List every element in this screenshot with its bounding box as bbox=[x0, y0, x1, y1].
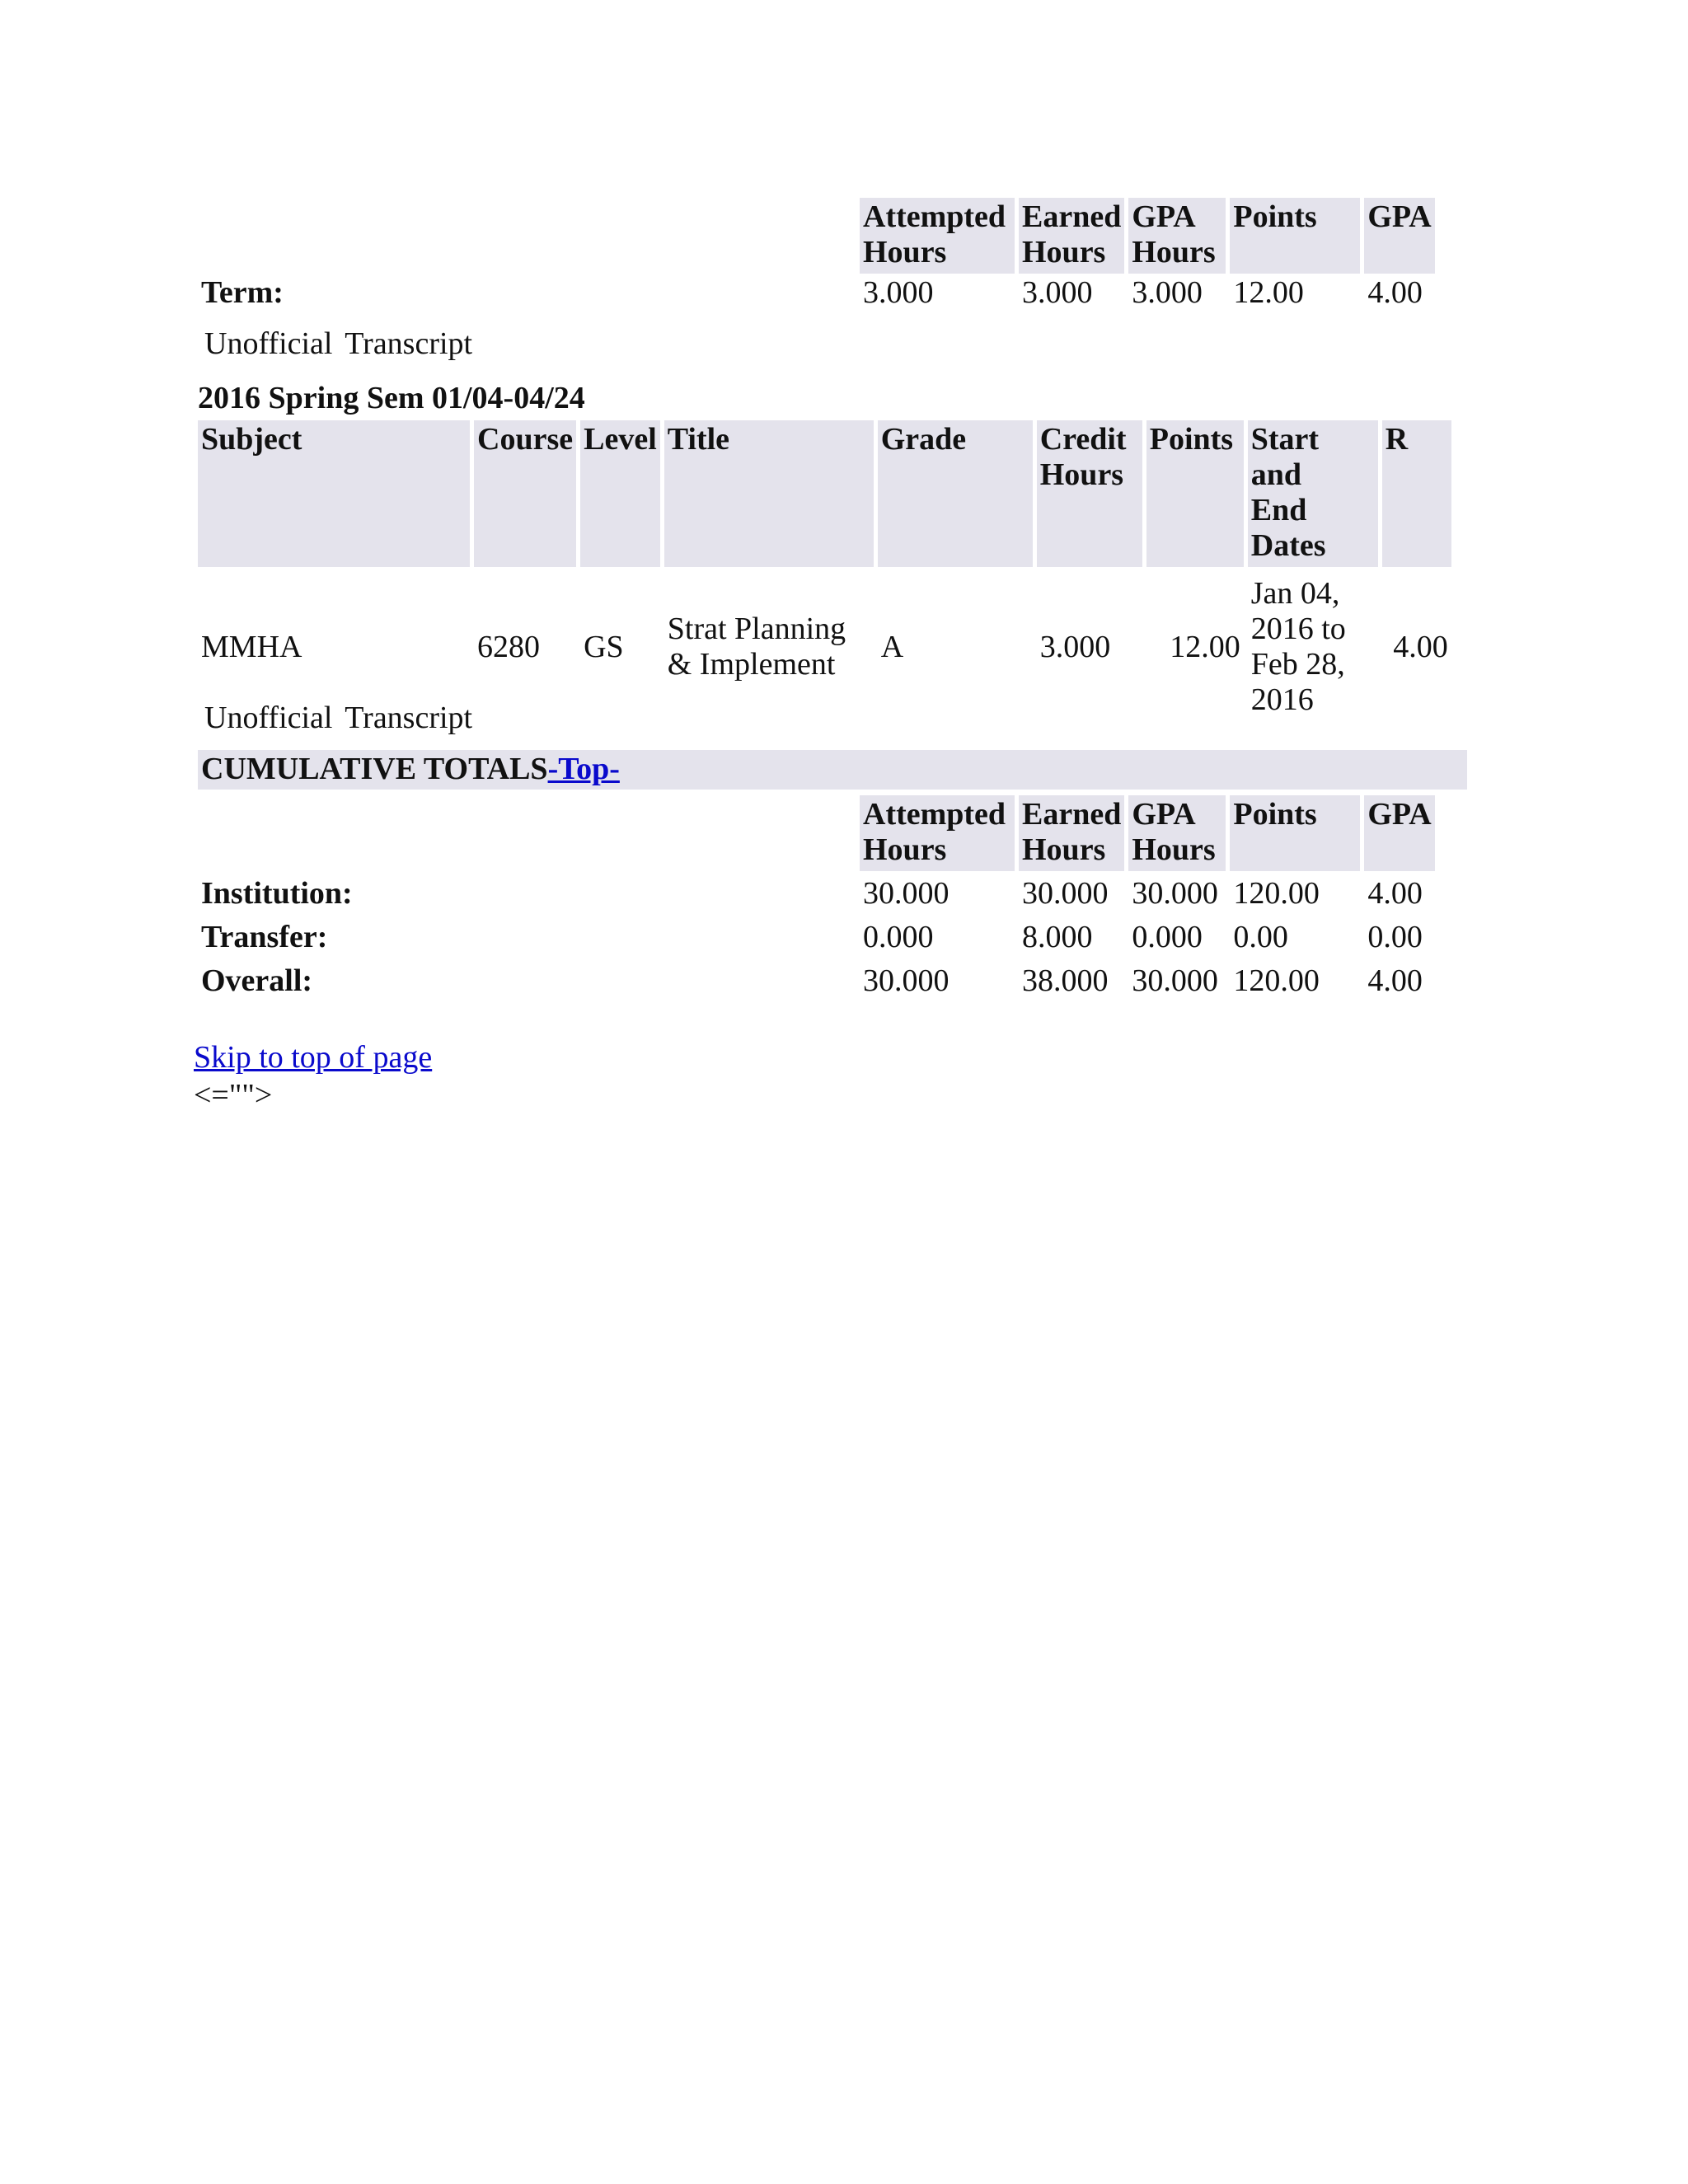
header-earned-line1: Earned bbox=[1022, 199, 1122, 234]
cum-row-points: 120.00 bbox=[1233, 963, 1320, 998]
course-dates-line4: 2016 bbox=[1250, 682, 1314, 717]
cumulative-table bbox=[194, 795, 1439, 1002]
header-title: Title bbox=[664, 420, 874, 567]
cum-row-earned: 8.000 bbox=[1022, 920, 1093, 954]
header-credit-hours bbox=[1037, 420, 1142, 567]
cum-row-gpa: 4.00 bbox=[1367, 876, 1423, 911]
term-gpa-hours: 3.000 bbox=[1132, 275, 1203, 310]
header-gpa: GPA bbox=[1364, 198, 1434, 274]
header-r: R bbox=[1382, 420, 1451, 567]
header-gpa-hours-line1: GPA bbox=[1132, 199, 1196, 234]
top-link[interactable]: -Top- bbox=[547, 752, 620, 786]
header-credit-line2: Hours bbox=[1039, 457, 1124, 492]
cumulative-totals-bar bbox=[198, 750, 1467, 790]
cum-header-gpa: GPA bbox=[1364, 795, 1434, 871]
header-dates bbox=[1248, 420, 1378, 567]
header-earned-line2: Hours bbox=[1022, 235, 1106, 269]
cum-row-earned: 38.000 bbox=[1022, 963, 1109, 998]
cum-header-earned-line1: Earned bbox=[1022, 797, 1122, 832]
term-points: 12.00 bbox=[1233, 275, 1304, 310]
course-credit-hours: 3.000 bbox=[1039, 629, 1111, 664]
course-title-line1: Strat Planning bbox=[667, 612, 846, 646]
course-level: GS bbox=[584, 629, 624, 664]
cumulative-row bbox=[198, 958, 1435, 1002]
term-gpa: 4.00 bbox=[1367, 275, 1423, 310]
cum-row-attempted: 30.000 bbox=[863, 876, 950, 911]
cum-header-gpa-hours bbox=[1128, 795, 1226, 871]
unofficial-transcript-note: Unofficial Transcript bbox=[204, 326, 473, 361]
term-totals-table bbox=[194, 198, 1439, 314]
course-dates-line1: Jan 04, bbox=[1250, 576, 1340, 611]
header-gpa-hours-line2: Hours bbox=[1132, 235, 1216, 269]
cumulative-header-spacer bbox=[198, 795, 856, 871]
course-table bbox=[194, 420, 1456, 729]
cumulative-heading: CUMULATIVE TOTALS bbox=[201, 752, 548, 786]
header-earned-hours bbox=[1019, 198, 1124, 274]
term-totals-header-row bbox=[198, 198, 1435, 274]
header-credit-line1: Credit bbox=[1039, 422, 1127, 457]
course-title bbox=[664, 567, 874, 729]
cum-header-earned bbox=[1019, 795, 1124, 871]
header-level: Level bbox=[580, 420, 660, 567]
cum-header-attempted-line2: Hours bbox=[863, 832, 947, 867]
header-points: Points bbox=[1230, 198, 1360, 274]
cum-header-gpa-hours-line1: GPA bbox=[1132, 797, 1196, 832]
header-dates-line2: End bbox=[1250, 493, 1307, 527]
cum-row-label: Transfer: bbox=[201, 920, 328, 954]
cum-row-label: Overall: bbox=[201, 963, 313, 998]
course-grade: A bbox=[880, 629, 904, 664]
cum-row-earned: 30.000 bbox=[1022, 876, 1109, 911]
course-title-line2: & Implement bbox=[667, 647, 836, 682]
skip-link-container bbox=[194, 1040, 432, 1076]
header-course-points: Points bbox=[1146, 420, 1244, 567]
course-r: 4.00 bbox=[1393, 629, 1448, 664]
course-dates-line3: Feb 28, bbox=[1250, 647, 1345, 682]
course-subject: MMHA bbox=[201, 629, 302, 664]
cumulative-section bbox=[198, 795, 1439, 1002]
term-heading: 2016 Spring Sem 01/04-04/24 bbox=[198, 381, 585, 415]
cum-row-gpa-hours: 30.000 bbox=[1132, 963, 1218, 998]
course-number: 6280 bbox=[477, 629, 540, 664]
cum-header-attempted-line1: Attempted bbox=[863, 797, 1006, 832]
term-label: Term: bbox=[201, 275, 284, 310]
course-points: 12.00 bbox=[1170, 629, 1240, 664]
cum-row-gpa-hours: 30.000 bbox=[1132, 876, 1218, 911]
cum-row-label: Institution: bbox=[201, 876, 353, 911]
header-attempted-line1: Attempted bbox=[863, 199, 1006, 234]
header-subject: Subject bbox=[198, 420, 470, 567]
term-totals-row bbox=[198, 274, 1435, 314]
cum-row-points: 0.00 bbox=[1233, 920, 1288, 954]
term-totals-header-spacer bbox=[198, 198, 856, 274]
course-header-row bbox=[198, 420, 1451, 567]
cum-header-gpa-hours-line2: Hours bbox=[1132, 832, 1216, 867]
header-attempted-hours bbox=[860, 198, 1015, 274]
skip-to-top-link[interactable]: Skip to top of page bbox=[194, 1040, 433, 1075]
course-dates bbox=[1248, 567, 1378, 729]
course-section bbox=[198, 420, 1456, 729]
cum-row-gpa: 0.00 bbox=[1367, 920, 1423, 954]
cum-header-points: Points bbox=[1230, 795, 1360, 871]
header-dates-line3: Dates bbox=[1250, 528, 1326, 563]
cum-row-gpa: 4.00 bbox=[1367, 963, 1423, 998]
cum-header-attempted bbox=[860, 795, 1015, 871]
unofficial-transcript-note-2: Unofficial Transcript bbox=[204, 701, 473, 735]
cum-row-attempted: 0.000 bbox=[863, 920, 934, 954]
header-attempted-line2: Hours bbox=[863, 235, 947, 269]
cumulative-row bbox=[198, 871, 1435, 915]
cum-row-gpa-hours: 0.000 bbox=[1132, 920, 1203, 954]
term-totals-section bbox=[198, 198, 1439, 314]
cum-header-earned-line2: Hours bbox=[1022, 832, 1106, 867]
stray-markup-text: <=""> bbox=[194, 1078, 273, 1113]
header-dates-line1: Start and bbox=[1250, 422, 1320, 492]
header-grade: Grade bbox=[878, 420, 1033, 567]
term-attempted: 3.000 bbox=[863, 275, 934, 310]
header-course: Course bbox=[474, 420, 576, 567]
term-earned: 3.000 bbox=[1022, 275, 1093, 310]
cum-row-attempted: 30.000 bbox=[863, 963, 950, 998]
cumulative-row bbox=[198, 915, 1435, 958]
cumulative-header-row bbox=[198, 795, 1435, 871]
cum-row-points: 120.00 bbox=[1233, 876, 1320, 911]
header-gpa-hours bbox=[1128, 198, 1226, 274]
course-dates-line2: 2016 to bbox=[1250, 612, 1346, 646]
